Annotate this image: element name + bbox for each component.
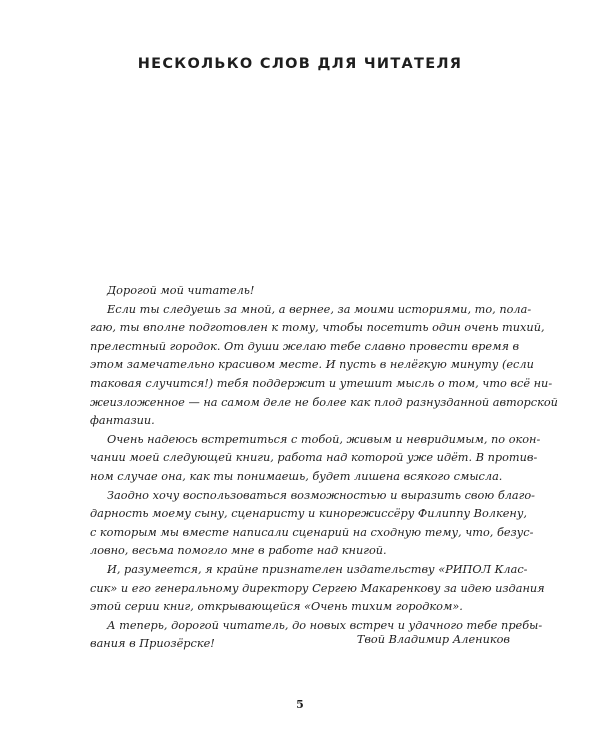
letter-body xyxy=(90,282,558,654)
text-line: А теперь, дорогой читатель, до новых встреч и удачного тебе пребы- xyxy=(107,618,543,632)
text-line: этой серии книг, открывающейся «Очень тихим городком». xyxy=(90,600,463,614)
signature: Твой Владимир Алеников xyxy=(356,633,510,646)
text-line: Заодно хочу воспользоваться возможностью и выразить свою благо- xyxy=(107,488,535,502)
text-line: фантазии. xyxy=(90,414,155,428)
text-line: Очень надеюсь встретиться с тобой, живым и невридимым, по окон- xyxy=(107,432,541,446)
page-title: НЕСКОЛЬКО СЛОВ ДЛЯ ЧИТАТЕЛЯ xyxy=(137,56,463,72)
text-line: вания в Приозёрске! xyxy=(90,637,215,651)
text-line: гаю, ты вполне подготовлен к тому, чтобы посетить один очень тихий, xyxy=(90,321,545,335)
text-line: таковая случится!) тебя поддержит и утешит мысль о том, что всё ни- xyxy=(90,376,553,390)
text-line: этом замечательно красивом месте. И пусть в нелёгкую минуту (если xyxy=(90,358,534,372)
text-line: жеизложенное — на самом деле не более как плод разнузданной авторской xyxy=(90,395,558,409)
text-line: чании моей следующей книги, работа над которой уже идёт. В против- xyxy=(90,451,538,465)
text-line: ловно, весьма помогло мне в работе над книгой. xyxy=(90,544,387,558)
text-line: с которым мы вместе написали сценарий на сходную тему, что, безус- xyxy=(90,525,534,539)
text-line: дарность моему сыну, сценаристу и кинорежиссёру Филиппу Волкену, xyxy=(90,507,527,521)
text-line: И, разумеется, я крайне признателен издательству «РИПОЛ Клас- xyxy=(107,562,528,576)
text-line: сик» и его генеральному директору Сергею Макаренкову за идею издания xyxy=(90,581,545,595)
text-line: прелестный городок. От души желаю тебе славно провести время в xyxy=(90,339,520,353)
text-line: Если ты следуешь за мной, а вернее, за моими историями, то, пола- xyxy=(107,302,532,316)
page-number: 5 xyxy=(296,698,304,711)
text-line: ном случае она, как ты понимаешь, будет лишена всякого смысла. xyxy=(90,469,503,483)
greeting-line: Дорогой мой читатель! xyxy=(107,284,255,297)
